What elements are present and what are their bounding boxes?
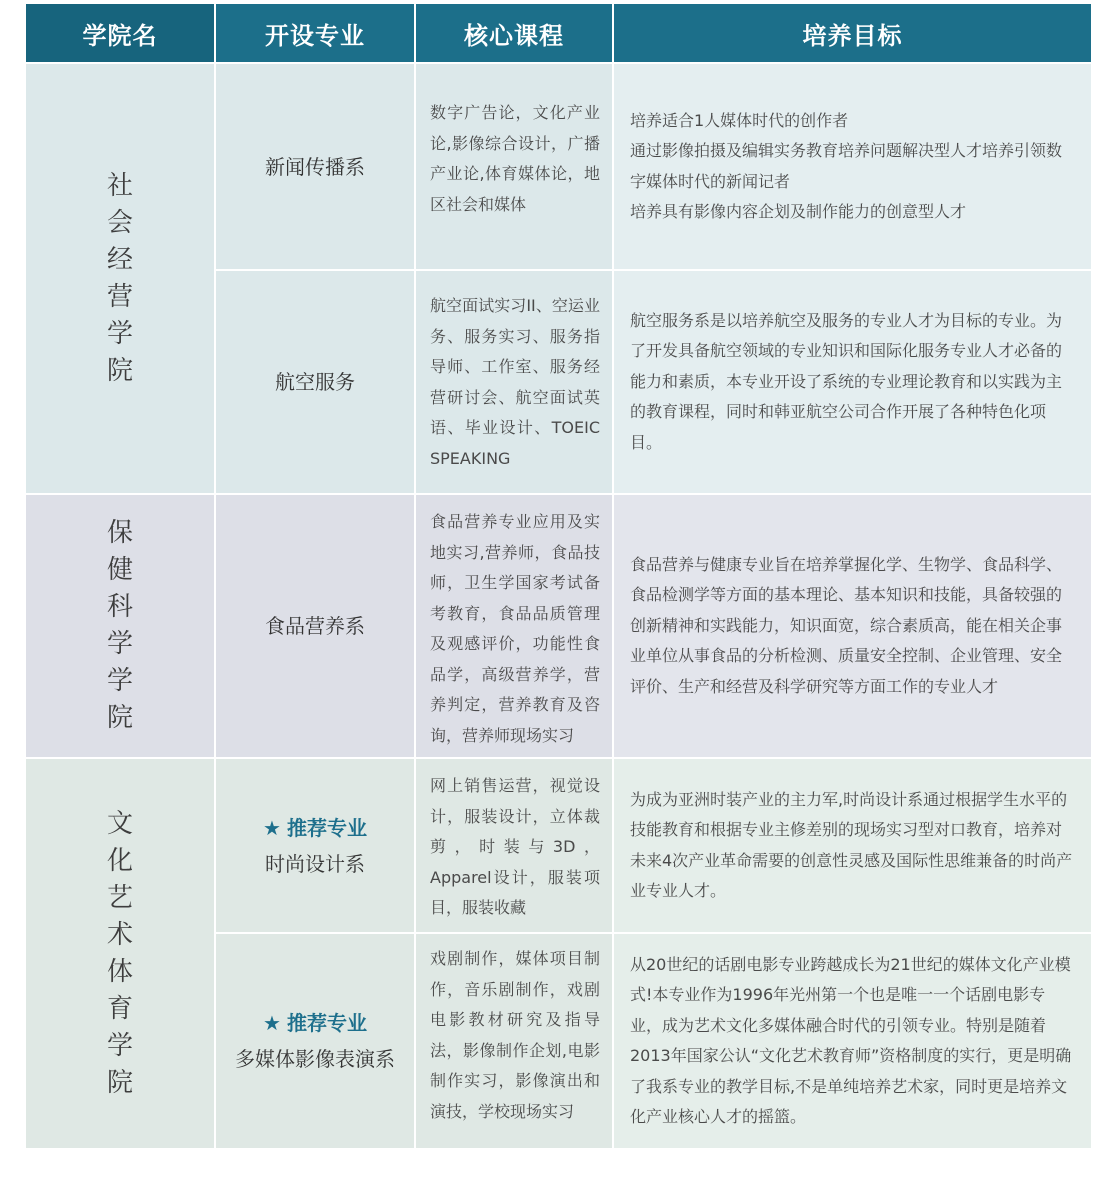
courses-cell: 戏剧制作，媒体项目制作，音乐剧制作，戏剧电影教材研究及指导法，影像制作企划,电影制作实习，影像演出和演技，学校现场实习	[416, 934, 612, 1148]
goals-cell	[614, 934, 1091, 1148]
courses-cell: 航空面试实习II、空运业务、服务实习、服务指导师、工作室、服务经营研讨会、航空面试英语、毕业设计、TOEIC SPEAKING	[416, 271, 612, 493]
goal-text: 为成为亚洲时装产业的主力军,时尚设计系通过根据学生水平的技能教育和根据专业主修差别的现场实习型对口教育，培养对未来4次产业革命需要的创意性灵感及国际性思维兼备的时尚产业专业人才。	[630, 789, 1073, 900]
header-training-goals: 培养目标	[614, 4, 1091, 62]
header-major: 开设专业	[216, 4, 414, 62]
star-icon: ★	[263, 1011, 281, 1035]
major-cell	[216, 759, 414, 932]
recommended-label: 推荐专业	[286, 1011, 367, 1035]
recommended-label: 推荐专业	[286, 815, 367, 840]
goals-cell	[614, 64, 1091, 269]
goal-text: 食品营养与健康专业旨在培养掌握化学、生物学、食品科学、食品检测学等方面的基本理论、基本知识和技能，具备较强的创新精神和实践能力，知识面宽，综合素质高，能在相关企事业单位从事食品的分析检测、质量安全控制、企业管理、安全评价、生产和经营及科学研究等方面工作的专业人才	[630, 554, 1063, 696]
college-name: 文化艺术体育学院	[106, 808, 133, 1098]
courses-cell: 数字广告论，文化产业论,影像综合设计，广播产业论,体育媒体论，地区社会和媒体	[416, 64, 612, 269]
major-cell	[216, 64, 414, 269]
major-name: 食品营养系	[265, 614, 365, 638]
header-college-name: 学院名	[26, 4, 214, 62]
goal-text: 培养适合1人媒体时代的创作者	[630, 110, 849, 130]
goals-cell	[614, 271, 1091, 493]
goal-text: 通过影像拍摄及编辑实务教育培养问题解决型人才培养引领数字媒体时代的新闻记者	[630, 141, 1063, 191]
courses-cell: 食品营养专业应用及实地实习,营养师，食品技师，卫生学国家考试备考教育，食品品质管理及观感评价，功能性食品学，高级营养学，营养判定，营养教育及咨询，营养师现场实习	[416, 495, 612, 757]
goals-cell	[614, 495, 1091, 757]
goals-cell	[614, 759, 1091, 932]
major-cell	[216, 495, 414, 757]
major-name: 航空服务	[275, 370, 355, 394]
major-cell	[216, 271, 414, 493]
major-cell	[216, 934, 414, 1148]
college-cell	[26, 64, 214, 493]
goal-text: 航空服务系是以培养航空及服务的专业人才为目标的专业。为了开发具备航空领域的专业知识和国际化服务专业人才必备的能力和素质，本专业开设了系统的专业理论教育和以实践为主的教育课程，同时和韩亚航空公司合作开展了各种特色化项目。	[630, 310, 1063, 452]
courses-cell: 网上销售运营，视觉设计，服装设计，立体裁剪，时装与3D，Apparel设计，服装项目，服装收藏	[416, 759, 612, 932]
goal-text: 培养具有影像内容企划及制作能力的创意型人才	[630, 202, 967, 221]
major-name: 新闻传播系	[265, 154, 365, 179]
college-name: 保健科学学院	[106, 518, 133, 733]
college-cell	[26, 495, 214, 757]
college-name: 社会经营学院	[106, 170, 133, 386]
header-core-courses: 核心课程	[416, 4, 612, 62]
goal-text: 从20世纪的话剧电影专业跨越成长为21世纪的媒体文化产业模式!本专业作为1996年光州第一个也是唯一一个话剧电影专业，成为艺术文化多媒体融合时代的引领专业。特别是随着2013年国家公认“文化艺术教育师”资格制度的实行，更是明确了我系专业的教学目标,不是单纯培养艺术家，同时更是培养文化产业核心人才的摇篮。	[630, 954, 1072, 1126]
college-majors-table	[26, 4, 1089, 1140]
recommended-badge	[263, 810, 367, 846]
college-cell	[26, 759, 214, 1148]
major-name: 多媒体影像表演系	[235, 1047, 395, 1071]
major-name: 时尚设计系	[265, 851, 365, 876]
recommended-badge	[263, 1005, 367, 1041]
star-icon: ★	[263, 815, 281, 840]
